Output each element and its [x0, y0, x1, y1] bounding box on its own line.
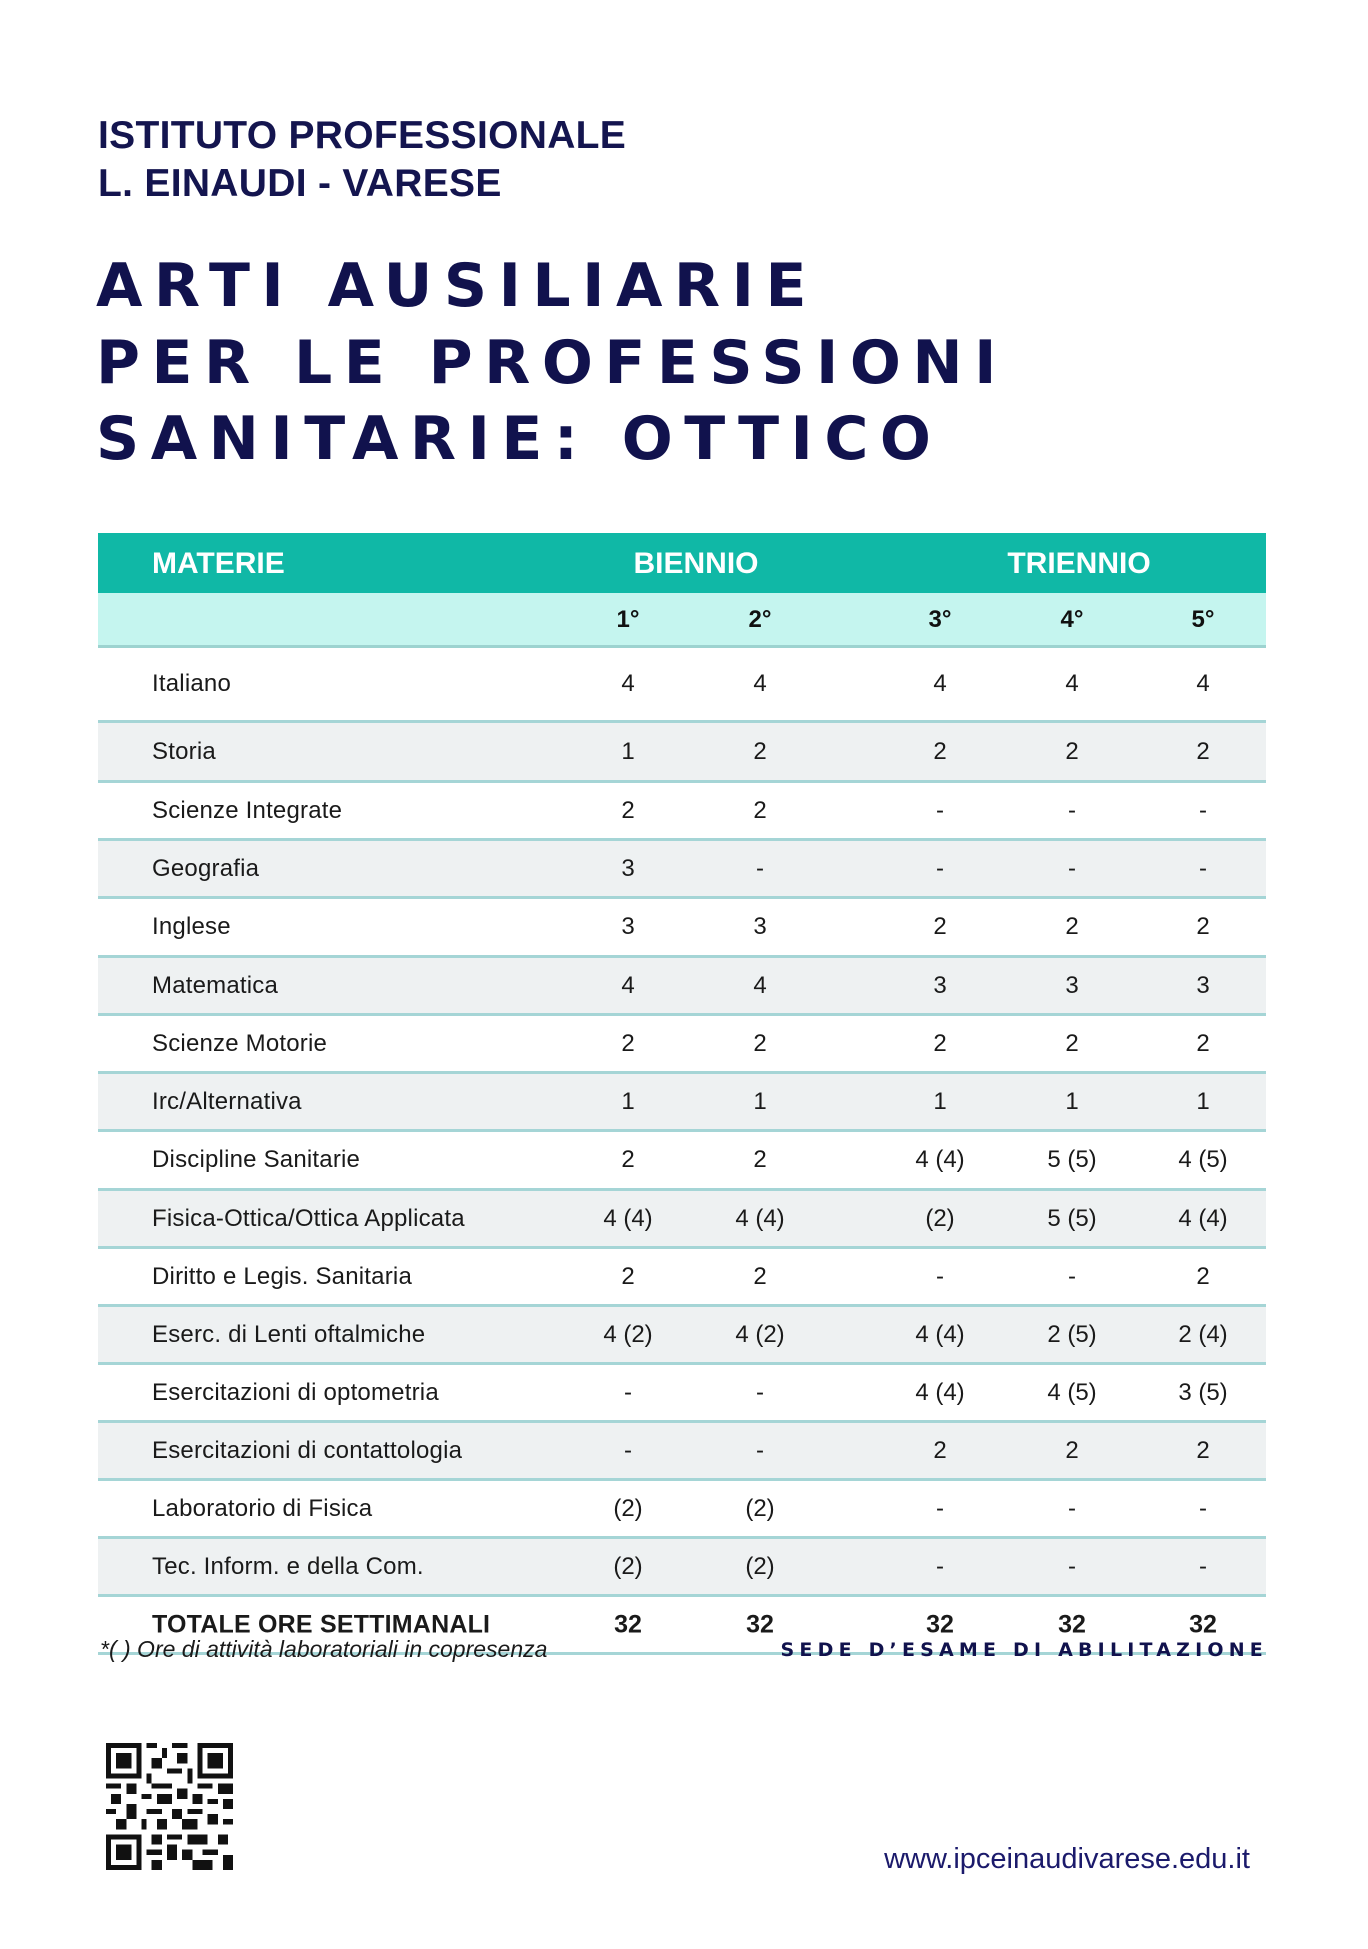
hours-year-5: 3 (5): [1178, 1378, 1228, 1406]
table-row: [98, 648, 1266, 723]
hours-year-2: 4 (4): [735, 1204, 785, 1232]
hours-year-4: -: [1068, 1552, 1076, 1580]
hours-year-1: 2: [621, 796, 635, 824]
timetable: [98, 533, 1266, 1655]
hours-year-2: 2: [753, 1146, 767, 1173]
hours-year-5: 2: [1196, 1436, 1210, 1464]
table-row: [98, 1423, 1266, 1481]
hours-year-5: 2: [1196, 1029, 1210, 1057]
table-body: [98, 648, 1266, 1655]
hours-year-3: -: [936, 796, 944, 824]
website-link[interactable]: www.ipceinaudivarese.edu.it: [884, 1843, 1250, 1875]
hours-year-4: 2 (5): [1047, 1320, 1097, 1348]
subject-name: Eserc. di Lenti oftalmiche: [152, 1320, 426, 1348]
subject-name: Fisica-Ottica/Ottica Applicata: [152, 1204, 465, 1232]
hours-year-1: 3: [621, 854, 635, 882]
hours-year-5: 4 (5): [1178, 1146, 1228, 1173]
hours-year-3: 3: [933, 971, 947, 999]
hours-year-5: 4: [1196, 670, 1210, 697]
title-line-1: ARTI AUSILIARIE: [96, 251, 818, 321]
hours-year-3: 1: [933, 1087, 947, 1115]
hours-year-5: -: [1199, 796, 1207, 824]
hours-year-2: (2): [745, 1552, 775, 1580]
subject-name: Inglese: [152, 913, 231, 940]
table-row: [98, 1481, 1266, 1539]
header-subjects: MATERIE: [152, 547, 285, 580]
year-4: 4°: [1060, 606, 1084, 633]
hours-year-4: 5 (5): [1047, 1146, 1097, 1173]
hours-year-3: 4 (4): [915, 1320, 965, 1348]
table-row: [98, 723, 1266, 783]
subject-name: Laboratorio di Fisica: [152, 1494, 373, 1522]
subject-name: Esercitazioni di contattologia: [152, 1436, 463, 1464]
hours-year-3: (2): [925, 1204, 955, 1232]
table-row: [98, 1016, 1266, 1074]
subject-name: Tec. Inform. e della Com.: [152, 1552, 424, 1580]
total-year-4: 32: [1058, 1610, 1086, 1638]
subject-name: Storia: [152, 737, 216, 765]
hours-year-5: -: [1199, 1552, 1207, 1580]
hours-year-5: -: [1199, 854, 1207, 882]
institute-line-2: L. EINAUDI - VARESE: [98, 162, 502, 205]
hours-year-2: (2): [745, 1494, 775, 1522]
hours-year-5: 2: [1196, 913, 1210, 940]
hours-year-3: 2: [933, 1029, 947, 1057]
hours-year-1: 4: [621, 670, 635, 697]
subject-name: Irc/Alternativa: [152, 1087, 302, 1115]
hours-year-5: -: [1199, 1494, 1207, 1522]
subject-name: Scienze Motorie: [152, 1029, 328, 1057]
table-row: [98, 1249, 1266, 1307]
table-subheader-years: [98, 593, 1266, 648]
hours-year-3: 4 (4): [915, 1146, 965, 1173]
hours-year-1: (2): [613, 1552, 643, 1580]
table-row: [98, 783, 1266, 841]
hours-year-1: -: [624, 1436, 632, 1464]
table-row: [98, 1307, 1266, 1365]
hours-year-4: 2: [1065, 737, 1079, 765]
footnote: *( ) Ore di attività laboratoriali in copresenza: [100, 1636, 548, 1662]
hours-year-5: 3: [1196, 971, 1210, 999]
hours-year-4: 4 (5): [1047, 1378, 1097, 1406]
hours-year-2: 3: [753, 913, 767, 940]
hours-year-5: 2: [1196, 1262, 1210, 1290]
header-triennio: TRIENNIO: [1007, 547, 1151, 580]
hours-year-4: -: [1068, 854, 1076, 882]
hours-year-5: 2 (4): [1178, 1320, 1228, 1348]
table-row: [98, 841, 1266, 899]
hours-year-1: 1: [621, 1087, 635, 1115]
hours-year-4: 2: [1065, 1436, 1079, 1464]
hours-year-3: 2: [933, 1436, 947, 1464]
hours-year-2: 4: [753, 971, 767, 999]
table-row: [98, 1074, 1266, 1132]
hours-year-4: 5 (5): [1047, 1204, 1097, 1232]
hours-year-5: 4 (4): [1178, 1204, 1228, 1232]
institute-name: [98, 112, 626, 208]
subject-name: Matematica: [152, 971, 279, 999]
table-row: [98, 1191, 1266, 1249]
exam-seat-label: SEDE D’ESAME DI ABILITAZIONE: [780, 1639, 1268, 1661]
hours-year-1: 4 (2): [603, 1320, 653, 1348]
hours-year-4: -: [1068, 796, 1076, 824]
total-year-5: 32: [1189, 1610, 1217, 1638]
year-2: 2°: [748, 606, 772, 633]
header-biennio: BIENNIO: [633, 547, 759, 580]
table-row: [98, 1365, 1266, 1423]
subject-name: Esercitazioni di optometria: [152, 1378, 439, 1406]
hours-year-2: -: [756, 1436, 764, 1464]
hours-year-5: 2: [1196, 737, 1210, 765]
hours-year-4: -: [1068, 1262, 1076, 1290]
year-3: 3°: [928, 606, 952, 633]
hours-year-1: 2: [621, 1029, 635, 1057]
hours-year-4: 2: [1065, 913, 1079, 940]
title-line-2: PER LE PROFESSIONI: [96, 327, 1008, 398]
hours-year-4: 2: [1065, 1029, 1079, 1057]
hours-year-1: 3: [621, 913, 635, 940]
total-year-1: 32: [614, 1610, 642, 1638]
hours-year-1: 4: [621, 971, 635, 999]
hours-year-4: 3: [1065, 971, 1079, 999]
table-row: [98, 958, 1266, 1016]
subject-name: Geografia: [152, 854, 260, 882]
qr-code-icon[interactable]: [106, 1743, 233, 1870]
total-year-3: 32: [926, 1610, 954, 1638]
hours-year-1: 2: [621, 1146, 635, 1173]
hours-year-2: -: [756, 1378, 764, 1406]
hours-year-2: 2: [753, 1029, 767, 1057]
year-5: 5°: [1191, 606, 1215, 633]
subject-name: Discipline Sanitarie: [152, 1146, 361, 1173]
hours-year-2: 4 (2): [735, 1320, 785, 1348]
hours-year-3: -: [936, 1552, 944, 1580]
hours-year-1: 4 (4): [603, 1204, 653, 1232]
hours-year-2: 2: [753, 796, 767, 824]
hours-year-1: 1: [621, 737, 635, 765]
hours-year-3: 4: [933, 670, 947, 697]
total-label: TOTALE ORE SETTIMANALI: [152, 1610, 491, 1638]
hours-year-3: 4 (4): [915, 1378, 965, 1406]
table-row: [98, 1539, 1266, 1597]
hours-year-4: -: [1068, 1494, 1076, 1522]
subject-name: Diritto e Legis. Sanitaria: [152, 1262, 412, 1290]
hours-year-4: 1: [1065, 1087, 1079, 1115]
hours-year-2: 2: [753, 737, 767, 765]
hours-year-3: -: [936, 1262, 944, 1290]
year-1: 1°: [616, 606, 640, 633]
subject-name: Scienze Integrate: [152, 796, 343, 824]
hours-year-3: -: [936, 1494, 944, 1522]
hours-year-3: 2: [933, 737, 947, 765]
title-line-3: SANITARIE: OTTICO: [96, 404, 943, 474]
hours-year-2: 4: [753, 670, 767, 697]
hours-year-1: 2: [621, 1262, 635, 1290]
page-title: [96, 248, 1008, 478]
institute-line-1: ISTITUTO PROFESSIONALE: [98, 114, 627, 157]
table-row: [98, 1132, 1266, 1191]
hours-year-2: 2: [753, 1262, 767, 1290]
table-header: [98, 533, 1266, 593]
hours-year-3: -: [936, 854, 944, 882]
subject-name: Italiano: [152, 670, 231, 697]
hours-year-3: 2: [933, 913, 947, 940]
hours-year-4: 4: [1065, 670, 1079, 697]
table-row: [98, 899, 1266, 958]
hours-year-1: (2): [613, 1494, 643, 1522]
hours-year-5: 1: [1196, 1087, 1210, 1115]
hours-year-2: 1: [753, 1087, 767, 1115]
hours-year-1: -: [624, 1378, 632, 1406]
hours-year-2: -: [756, 854, 764, 882]
total-year-2: 32: [746, 1610, 774, 1638]
